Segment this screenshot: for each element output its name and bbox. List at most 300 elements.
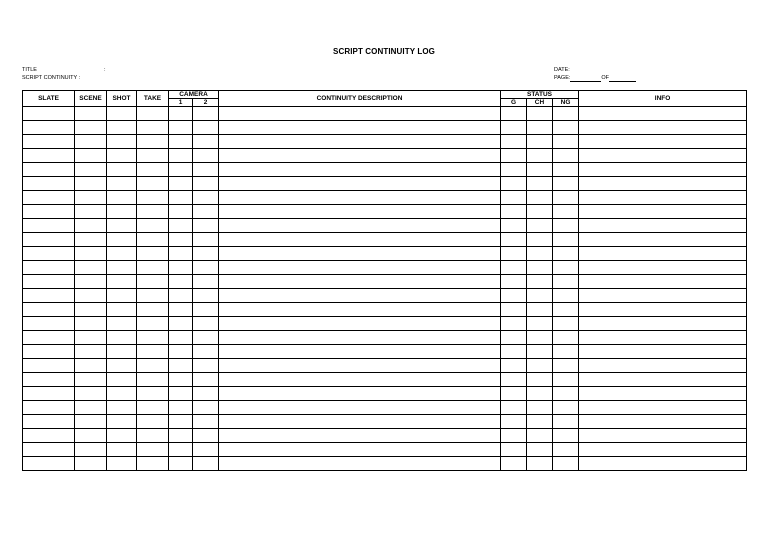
cell-status-g[interactable]	[501, 289, 527, 303]
cell-slate[interactable]	[23, 177, 75, 191]
cell-scene[interactable]	[75, 261, 107, 275]
table-body	[23, 107, 747, 471]
header-continuity-description: CONTINUITY DESCRIPTION	[219, 91, 501, 107]
cell-status-g[interactable]	[501, 317, 527, 331]
cell-shot[interactable]	[107, 345, 137, 359]
cell-shot[interactable]	[107, 191, 137, 205]
cell-camera-1[interactable]	[169, 345, 193, 359]
cell-camera-1[interactable]	[169, 149, 193, 163]
cell-shot[interactable]	[107, 359, 137, 373]
cell-camera-2[interactable]	[193, 205, 219, 219]
cell-camera-1[interactable]	[169, 135, 193, 149]
cell-camera-1[interactable]	[169, 303, 193, 317]
cell-camera-1[interactable]	[169, 205, 193, 219]
cell-status-ch[interactable]	[527, 205, 553, 219]
cell-scene[interactable]	[75, 135, 107, 149]
cell-shot[interactable]	[107, 373, 137, 387]
cell-camera-2[interactable]	[193, 275, 219, 289]
cell-description[interactable]	[219, 359, 501, 373]
cell-slate[interactable]	[23, 387, 75, 401]
cell-scene[interactable]	[75, 191, 107, 205]
cell-status-g[interactable]	[501, 387, 527, 401]
cell-shot[interactable]	[107, 107, 137, 121]
cell-camera-2[interactable]	[193, 149, 219, 163]
cell-info[interactable]	[579, 275, 747, 289]
cell-description[interactable]	[219, 457, 501, 471]
cell-slate[interactable]	[23, 191, 75, 205]
cell-status-g[interactable]	[501, 261, 527, 275]
cell-camera-2[interactable]	[193, 247, 219, 261]
cell-status-g[interactable]	[501, 415, 527, 429]
cell-slate[interactable]	[23, 261, 75, 275]
cell-status-ng[interactable]	[553, 443, 579, 457]
cell-status-ch[interactable]	[527, 289, 553, 303]
cell-info[interactable]	[579, 373, 747, 387]
cell-camera-1[interactable]	[169, 317, 193, 331]
cell-status-g[interactable]	[501, 359, 527, 373]
cell-description[interactable]	[219, 345, 501, 359]
cell-take[interactable]	[137, 219, 169, 233]
cell-camera-2[interactable]	[193, 177, 219, 191]
cell-status-ch[interactable]	[527, 121, 553, 135]
cell-status-ng[interactable]	[553, 219, 579, 233]
cell-status-ch[interactable]	[527, 443, 553, 457]
cell-scene[interactable]	[75, 415, 107, 429]
cell-info[interactable]	[579, 219, 747, 233]
cell-slate[interactable]	[23, 331, 75, 345]
cell-camera-1[interactable]	[169, 219, 193, 233]
cell-camera-1[interactable]	[169, 261, 193, 275]
cell-scene[interactable]	[75, 457, 107, 471]
cell-camera-2[interactable]	[193, 219, 219, 233]
cell-camera-1[interactable]	[169, 275, 193, 289]
cell-slate[interactable]	[23, 107, 75, 121]
cell-take[interactable]	[137, 121, 169, 135]
cell-info[interactable]	[579, 457, 747, 471]
cell-camera-2[interactable]	[193, 415, 219, 429]
cell-slate[interactable]	[23, 443, 75, 457]
cell-camera-2[interactable]	[193, 429, 219, 443]
cell-status-ch[interactable]	[527, 149, 553, 163]
cell-take[interactable]	[137, 387, 169, 401]
cell-description[interactable]	[219, 121, 501, 135]
cell-description[interactable]	[219, 373, 501, 387]
cell-description[interactable]	[219, 107, 501, 121]
cell-camera-2[interactable]	[193, 163, 219, 177]
cell-camera-1[interactable]	[169, 331, 193, 345]
cell-take[interactable]	[137, 233, 169, 247]
cell-shot[interactable]	[107, 135, 137, 149]
cell-info[interactable]	[579, 261, 747, 275]
cell-camera-2[interactable]	[193, 317, 219, 331]
cell-status-ch[interactable]	[527, 303, 553, 317]
cell-scene[interactable]	[75, 107, 107, 121]
cell-slate[interactable]	[23, 205, 75, 219]
cell-description[interactable]	[219, 135, 501, 149]
cell-status-ch[interactable]	[527, 317, 553, 331]
cell-shot[interactable]	[107, 415, 137, 429]
cell-camera-1[interactable]	[169, 401, 193, 415]
cell-description[interactable]	[219, 191, 501, 205]
cell-shot[interactable]	[107, 331, 137, 345]
cell-status-g[interactable]	[501, 275, 527, 289]
cell-info[interactable]	[579, 303, 747, 317]
cell-description[interactable]	[219, 443, 501, 457]
cell-status-ch[interactable]	[527, 275, 553, 289]
cell-status-g[interactable]	[501, 401, 527, 415]
cell-status-ch[interactable]	[527, 401, 553, 415]
cell-slate[interactable]	[23, 275, 75, 289]
cell-scene[interactable]	[75, 149, 107, 163]
cell-info[interactable]	[579, 429, 747, 443]
cell-status-ng[interactable]	[553, 345, 579, 359]
cell-take[interactable]	[137, 429, 169, 443]
cell-take[interactable]	[137, 457, 169, 471]
cell-camera-1[interactable]	[169, 415, 193, 429]
cell-description[interactable]	[219, 275, 501, 289]
cell-info[interactable]	[579, 247, 747, 261]
cell-status-ch[interactable]	[527, 415, 553, 429]
cell-slate[interactable]	[23, 429, 75, 443]
cell-status-ch[interactable]	[527, 359, 553, 373]
cell-camera-2[interactable]	[193, 331, 219, 345]
cell-shot[interactable]	[107, 149, 137, 163]
cell-camera-1[interactable]	[169, 233, 193, 247]
cell-status-g[interactable]	[501, 457, 527, 471]
cell-status-g[interactable]	[501, 121, 527, 135]
cell-take[interactable]	[137, 275, 169, 289]
cell-camera-2[interactable]	[193, 401, 219, 415]
cell-status-ng[interactable]	[553, 177, 579, 191]
cell-slate[interactable]	[23, 317, 75, 331]
cell-slate[interactable]	[23, 303, 75, 317]
header-shot: SHOT	[107, 91, 137, 107]
cell-status-ch[interactable]	[527, 387, 553, 401]
cell-status-ng[interactable]	[553, 317, 579, 331]
cell-scene[interactable]	[75, 233, 107, 247]
cell-camera-1[interactable]	[169, 457, 193, 471]
cell-shot[interactable]	[107, 247, 137, 261]
cell-shot[interactable]	[107, 261, 137, 275]
cell-slate[interactable]	[23, 359, 75, 373]
cell-camera-1[interactable]	[169, 163, 193, 177]
cell-status-g[interactable]	[501, 443, 527, 457]
cell-take[interactable]	[137, 135, 169, 149]
cell-status-ng[interactable]	[553, 107, 579, 121]
cell-status-g[interactable]	[501, 149, 527, 163]
table-row	[23, 177, 747, 191]
cell-shot[interactable]	[107, 219, 137, 233]
cell-status-ch[interactable]	[527, 135, 553, 149]
cell-slate[interactable]	[23, 135, 75, 149]
cell-take[interactable]	[137, 359, 169, 373]
cell-camera-1[interactable]	[169, 247, 193, 261]
cell-scene[interactable]	[75, 303, 107, 317]
cell-slate[interactable]	[23, 149, 75, 163]
cell-shot[interactable]	[107, 205, 137, 219]
cell-status-g[interactable]	[501, 219, 527, 233]
cell-status-g[interactable]	[501, 429, 527, 443]
cell-scene[interactable]	[75, 219, 107, 233]
cell-status-ng[interactable]	[553, 261, 579, 275]
cell-status-ng[interactable]	[553, 163, 579, 177]
cell-status-ng[interactable]	[553, 191, 579, 205]
cell-info[interactable]	[579, 149, 747, 163]
cell-info[interactable]	[579, 289, 747, 303]
cell-description[interactable]	[219, 331, 501, 345]
cell-shot[interactable]	[107, 457, 137, 471]
cell-slate[interactable]	[23, 233, 75, 247]
cell-take[interactable]	[137, 177, 169, 191]
cell-status-g[interactable]	[501, 163, 527, 177]
cell-take[interactable]	[137, 345, 169, 359]
cell-take[interactable]	[137, 289, 169, 303]
cell-camera-2[interactable]	[193, 289, 219, 303]
cell-camera-2[interactable]	[193, 191, 219, 205]
cell-info[interactable]	[579, 443, 747, 457]
cell-camera-1[interactable]	[169, 191, 193, 205]
cell-shot[interactable]	[107, 177, 137, 191]
cell-description[interactable]	[219, 289, 501, 303]
cell-take[interactable]	[137, 247, 169, 261]
cell-status-ch[interactable]	[527, 233, 553, 247]
cell-status-ng[interactable]	[553, 149, 579, 163]
cell-info[interactable]	[579, 107, 747, 121]
cell-take[interactable]	[137, 163, 169, 177]
cell-description[interactable]	[219, 415, 501, 429]
cell-take[interactable]	[137, 205, 169, 219]
cell-info[interactable]	[579, 121, 747, 135]
cell-camera-2[interactable]	[193, 345, 219, 359]
cell-status-ch[interactable]	[527, 107, 553, 121]
cell-status-g[interactable]	[501, 233, 527, 247]
cell-status-ng[interactable]	[553, 331, 579, 345]
cell-slate[interactable]	[23, 219, 75, 233]
cell-description[interactable]	[219, 177, 501, 191]
cell-scene[interactable]	[75, 359, 107, 373]
cell-camera-2[interactable]	[193, 121, 219, 135]
cell-status-ch[interactable]	[527, 247, 553, 261]
cell-slate[interactable]	[23, 457, 75, 471]
cell-status-ng[interactable]	[553, 205, 579, 219]
cell-description[interactable]	[219, 233, 501, 247]
cell-description[interactable]	[219, 303, 501, 317]
cell-shot[interactable]	[107, 289, 137, 303]
cell-slate[interactable]	[23, 289, 75, 303]
cell-scene[interactable]	[75, 205, 107, 219]
cell-status-ch[interactable]	[527, 345, 553, 359]
cell-status-g[interactable]	[501, 303, 527, 317]
cell-description[interactable]	[219, 205, 501, 219]
cell-status-ng[interactable]	[553, 135, 579, 149]
cell-camera-2[interactable]	[193, 387, 219, 401]
header-scene: SCENE	[75, 91, 107, 107]
table-row	[23, 317, 747, 331]
cell-info[interactable]	[579, 317, 747, 331]
cell-status-ng[interactable]	[553, 457, 579, 471]
table-row	[23, 457, 747, 471]
cell-take[interactable]	[137, 317, 169, 331]
cell-camera-2[interactable]	[193, 373, 219, 387]
header-camera-1: 1	[169, 99, 193, 107]
cell-slate[interactable]	[23, 345, 75, 359]
cell-slate[interactable]	[23, 163, 75, 177]
cell-scene[interactable]	[75, 163, 107, 177]
cell-take[interactable]	[137, 261, 169, 275]
cell-description[interactable]	[219, 247, 501, 261]
cell-info[interactable]	[579, 415, 747, 429]
table-header	[23, 91, 747, 107]
cell-status-g[interactable]	[501, 247, 527, 261]
cell-shot[interactable]	[107, 275, 137, 289]
cell-slate[interactable]	[23, 121, 75, 135]
cell-status-ch[interactable]	[527, 177, 553, 191]
cell-info[interactable]	[579, 233, 747, 247]
cell-camera-2[interactable]	[193, 107, 219, 121]
cell-description[interactable]	[219, 163, 501, 177]
cell-info[interactable]	[579, 401, 747, 415]
cell-camera-1[interactable]	[169, 121, 193, 135]
cell-shot[interactable]	[107, 317, 137, 331]
cell-status-ng[interactable]	[553, 359, 579, 373]
cell-status-ng[interactable]	[553, 401, 579, 415]
cell-scene[interactable]	[75, 247, 107, 261]
cell-camera-1[interactable]	[169, 289, 193, 303]
cell-camera-1[interactable]	[169, 177, 193, 191]
cell-status-ng[interactable]	[553, 415, 579, 429]
cell-scene[interactable]	[75, 387, 107, 401]
cell-status-ng[interactable]	[553, 289, 579, 303]
cell-camera-2[interactable]	[193, 135, 219, 149]
cell-camera-1[interactable]	[169, 359, 193, 373]
cell-take[interactable]	[137, 443, 169, 457]
cell-info[interactable]	[579, 359, 747, 373]
cell-scene[interactable]	[75, 331, 107, 345]
cell-shot[interactable]	[107, 121, 137, 135]
table-row	[23, 163, 747, 177]
cell-shot[interactable]	[107, 443, 137, 457]
cell-info[interactable]	[579, 163, 747, 177]
cell-status-ng[interactable]	[553, 429, 579, 443]
cell-status-g[interactable]	[501, 191, 527, 205]
cell-status-ng[interactable]	[553, 303, 579, 317]
cell-take[interactable]	[137, 191, 169, 205]
cell-description[interactable]	[219, 261, 501, 275]
cell-take[interactable]	[137, 149, 169, 163]
cell-description[interactable]	[219, 401, 501, 415]
cell-status-ch[interactable]	[527, 457, 553, 471]
cell-scene[interactable]	[75, 443, 107, 457]
cell-status-ng[interactable]	[553, 275, 579, 289]
cell-camera-2[interactable]	[193, 261, 219, 275]
cell-status-ch[interactable]	[527, 191, 553, 205]
cell-status-ch[interactable]	[527, 261, 553, 275]
cell-status-ch[interactable]	[527, 331, 553, 345]
cell-slate[interactable]	[23, 373, 75, 387]
cell-info[interactable]	[579, 177, 747, 191]
cell-info[interactable]	[579, 191, 747, 205]
cell-shot[interactable]	[107, 387, 137, 401]
cell-shot[interactable]	[107, 233, 137, 247]
cell-scene[interactable]	[75, 317, 107, 331]
cell-status-g[interactable]	[501, 373, 527, 387]
cell-scene[interactable]	[75, 345, 107, 359]
cell-info[interactable]	[579, 387, 747, 401]
cell-description[interactable]	[219, 429, 501, 443]
cell-status-ch[interactable]	[527, 429, 553, 443]
cell-shot[interactable]	[107, 303, 137, 317]
cell-status-ch[interactable]	[527, 373, 553, 387]
cell-camera-1[interactable]	[169, 387, 193, 401]
cell-scene[interactable]	[75, 177, 107, 191]
cell-scene[interactable]	[75, 121, 107, 135]
cell-status-g[interactable]	[501, 177, 527, 191]
cell-status-g[interactable]	[501, 345, 527, 359]
cell-slate[interactable]	[23, 415, 75, 429]
cell-scene[interactable]	[75, 275, 107, 289]
cell-status-ch[interactable]	[527, 219, 553, 233]
cell-info[interactable]	[579, 345, 747, 359]
cell-camera-2[interactable]	[193, 359, 219, 373]
page-label: PAGE:	[554, 75, 571, 81]
cell-take[interactable]	[137, 401, 169, 415]
cell-info[interactable]	[579, 331, 747, 345]
cell-take[interactable]	[137, 303, 169, 317]
cell-scene[interactable]	[75, 373, 107, 387]
cell-status-ng[interactable]	[553, 387, 579, 401]
cell-status-g[interactable]	[501, 205, 527, 219]
cell-info[interactable]	[579, 205, 747, 219]
cell-description[interactable]	[219, 219, 501, 233]
cell-camera-1[interactable]	[169, 443, 193, 457]
cell-description[interactable]	[219, 317, 501, 331]
cell-description[interactable]	[219, 387, 501, 401]
cell-camera-2[interactable]	[193, 457, 219, 471]
cell-status-g[interactable]	[501, 331, 527, 345]
cell-take[interactable]	[137, 107, 169, 121]
cell-camera-2[interactable]	[193, 443, 219, 457]
cell-status-ng[interactable]	[553, 373, 579, 387]
cell-shot[interactable]	[107, 401, 137, 415]
cell-shot[interactable]	[107, 429, 137, 443]
cell-scene[interactable]	[75, 429, 107, 443]
table-row	[23, 443, 747, 457]
cell-status-g[interactable]	[501, 135, 527, 149]
cell-scene[interactable]	[75, 289, 107, 303]
cell-camera-2[interactable]	[193, 233, 219, 247]
cell-shot[interactable]	[107, 163, 137, 177]
cell-status-ng[interactable]	[553, 233, 579, 247]
cell-take[interactable]	[137, 331, 169, 345]
cell-camera-1[interactable]	[169, 373, 193, 387]
cell-status-ng[interactable]	[553, 247, 579, 261]
cell-camera-1[interactable]	[169, 429, 193, 443]
cell-status-ch[interactable]	[527, 163, 553, 177]
cell-camera-2[interactable]	[193, 303, 219, 317]
cell-take[interactable]	[137, 415, 169, 429]
cell-camera-1[interactable]	[169, 107, 193, 121]
header-fields-right	[554, 66, 636, 82]
cell-status-ng[interactable]	[553, 121, 579, 135]
cell-take[interactable]	[137, 373, 169, 387]
cell-slate[interactable]	[23, 247, 75, 261]
cell-description[interactable]	[219, 149, 501, 163]
cell-scene[interactable]	[75, 401, 107, 415]
cell-info[interactable]	[579, 135, 747, 149]
header-status-ng: NG	[553, 99, 579, 107]
cell-status-g[interactable]	[501, 107, 527, 121]
cell-slate[interactable]	[23, 401, 75, 415]
